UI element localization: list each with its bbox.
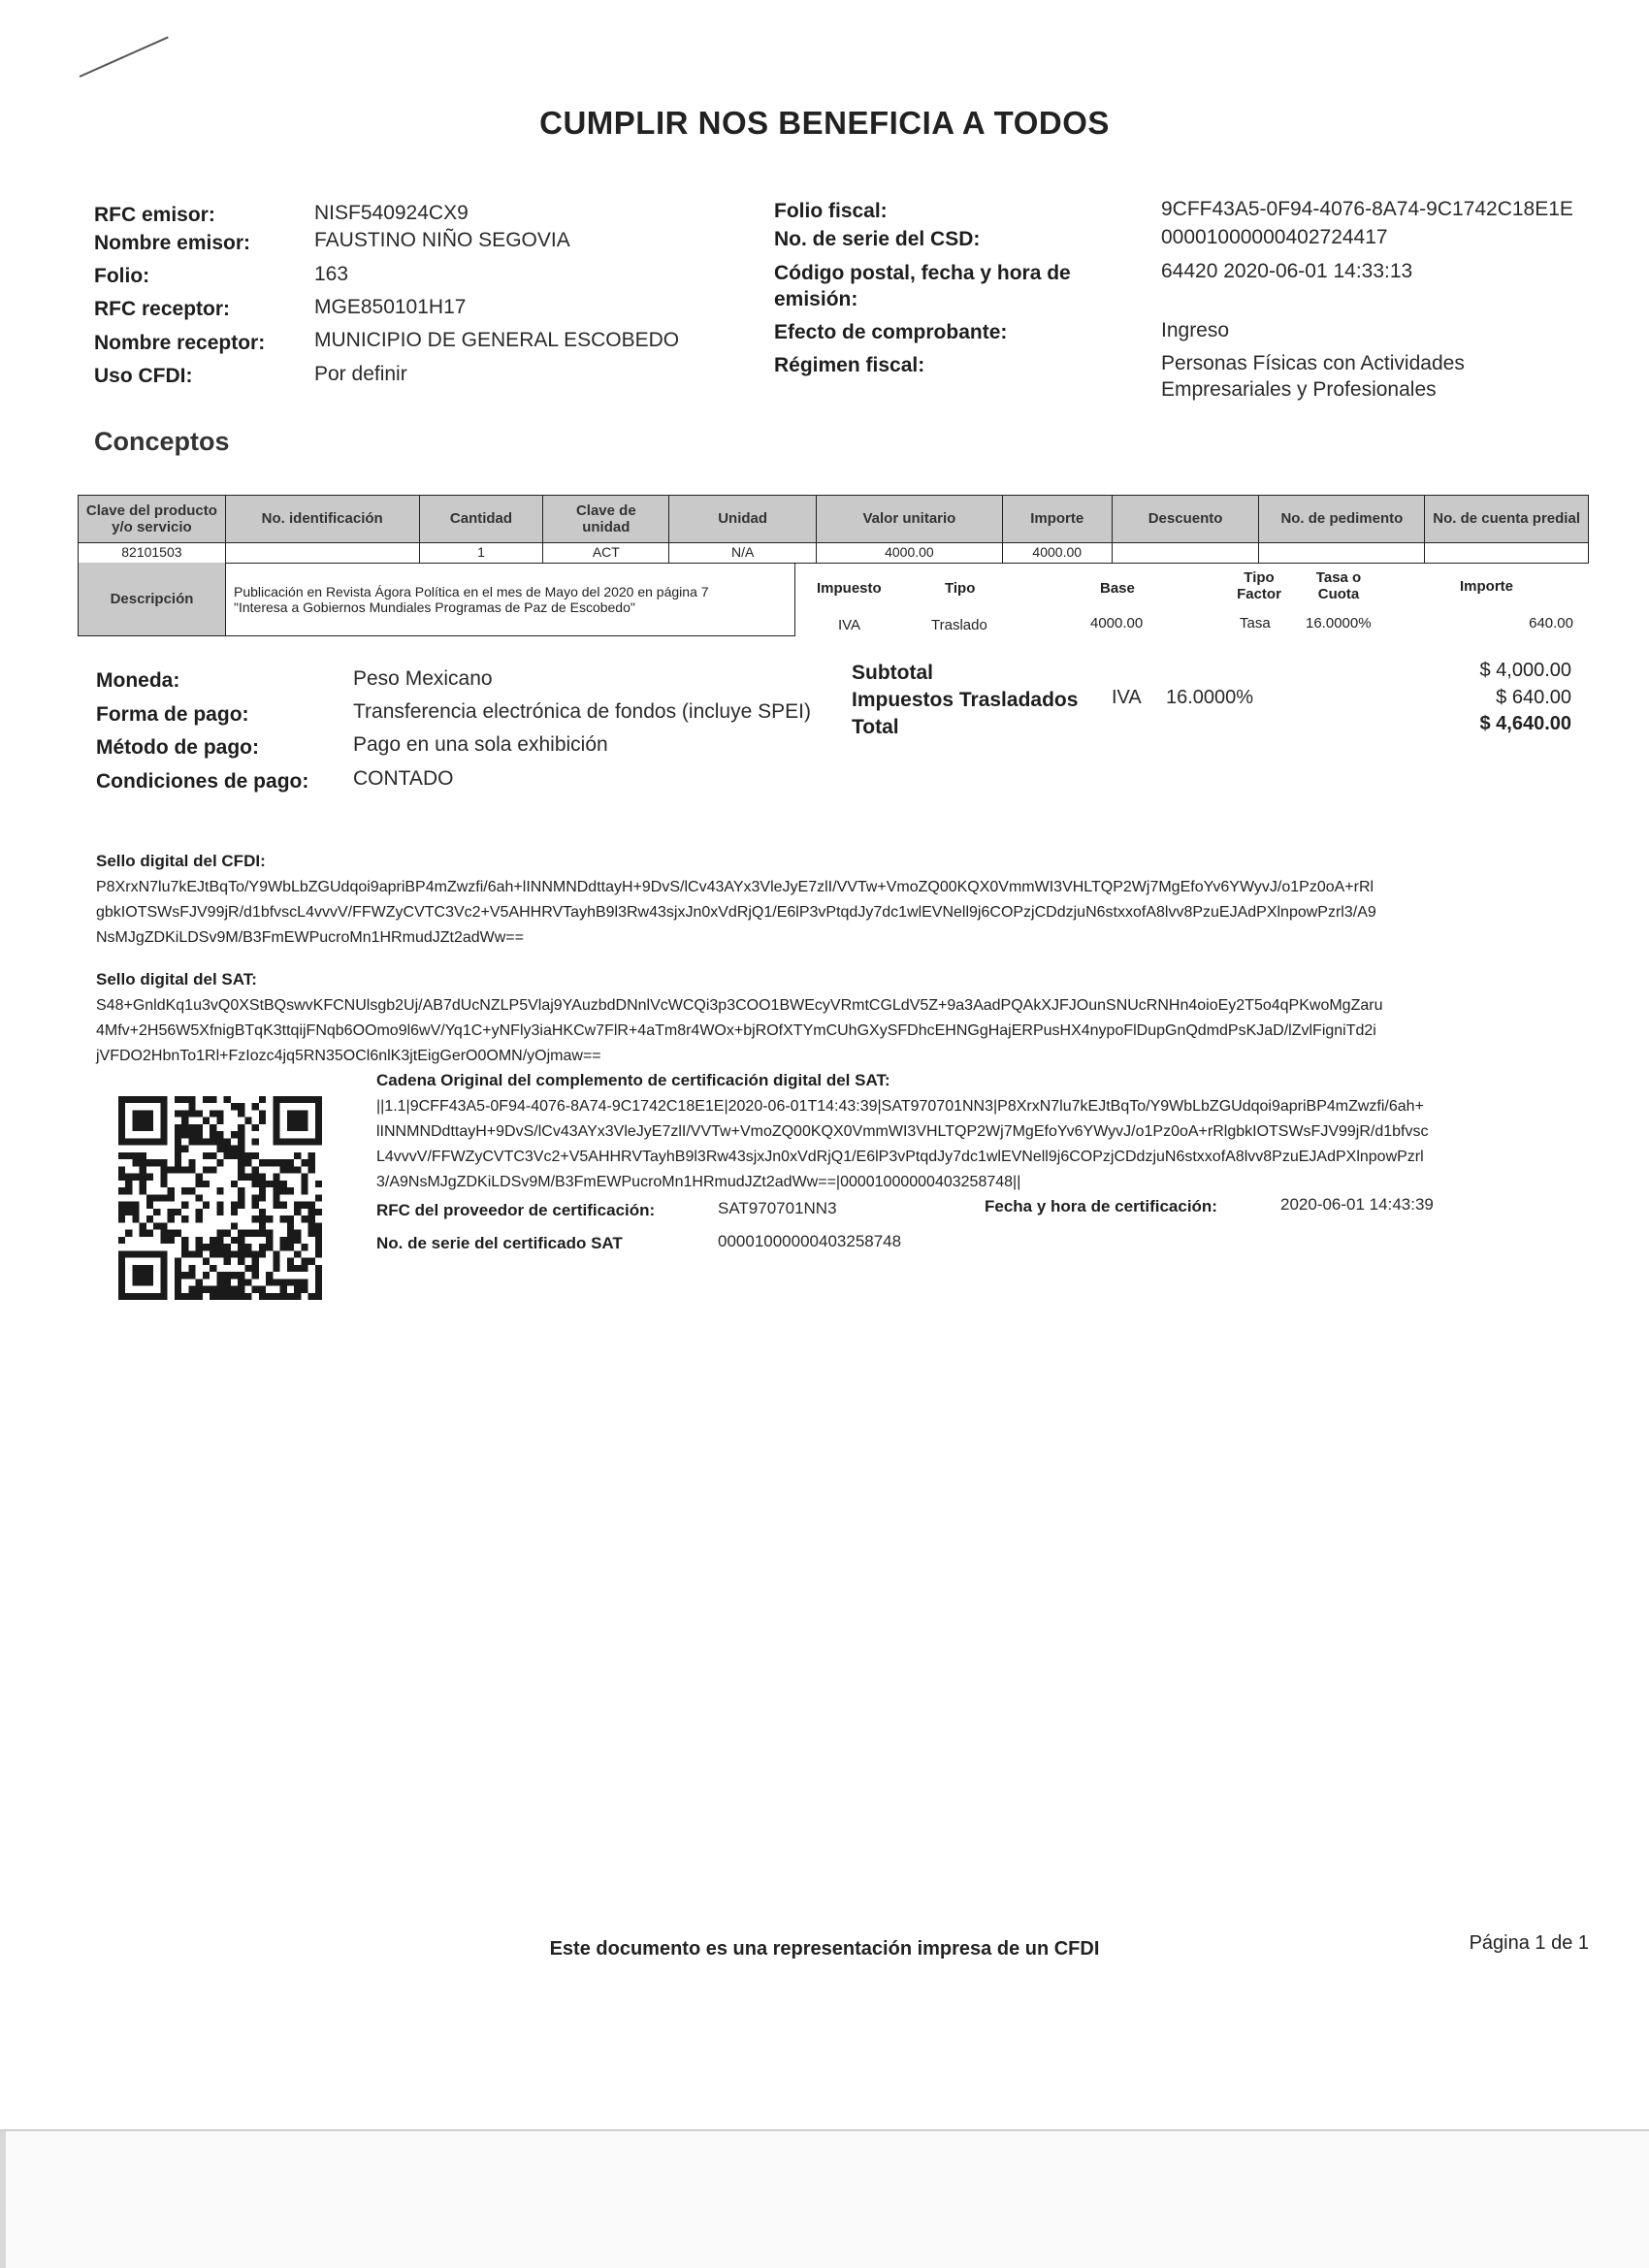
nombre-receptor-label: Nombre receptor: [94,332,266,354]
rfc-emisor-label: RFC emisor: [94,204,215,226]
cell-unidad: N/A [669,541,817,563]
tax-tipo-factor: Tasa [1240,615,1271,632]
header-descuento: Descuento [1113,496,1260,542]
sello-cfdi-line2: gbkIOTSWsFJV99jR/d1bfvscL4vvvV/FFWZyCVTC3Vc2+V5AHHRVTayhB9l3Rw43sjxJn0xVdRjQ1/E6lP3vPtqdJy7dc1wlEVNell9j6COPzjCDdzjuN6stxxofA8lvv8PzuEJAdPXlnpowPzrl3/A9 [96,904,1376,921]
tax-header-tipo: Tipo [945,580,976,597]
rfc-proveedor-label: RFC del proveedor de certificación: [376,1201,656,1219]
pen-mark [80,36,169,78]
cell-cuenta-predial [1425,541,1588,563]
forma-pago-value: Transferencia electrónica de fondos (incluye SPEI) [353,700,811,723]
serie-certificado-value: 00001000000403258748 [718,1232,902,1250]
cell-descuento [1113,541,1260,563]
sello-cfdi-label: Sello digital del CFDI: [96,852,266,870]
tax-impuesto: IVA [838,617,861,633]
serie-csd-value: 00001000000402724417 [1161,226,1388,248]
cell-cantidad: 1 [420,541,544,563]
document-title: CUMPLIR NOS BENEFICIA A TODOS [539,105,1110,141]
cadena-line3: L4vvvV/FFWZyCVTC3Vc2+V5AHHRVTayhB9l3Rw43sjxJn0xVdRjQ1/E6lP3vPtqdJy7dc1wlEVNell9j6COPzjCDdzjuN6stxxofA8lvv8PzuEJAdPXlnpowPzrl [376,1149,1424,1165]
forma-pago-label: Forma de pago: [96,703,249,726]
nombre-emisor-value: FAUSTINO NIÑO SEGOVIA [314,229,570,251]
sello-cfdi-line3: NsMJgZDKiLDSv9M/B3FmEWPucroMn1HRmudJZt2adWw== [96,929,524,946]
folio-fiscal-label: Folio fiscal: [774,200,888,222]
header-clave-unidad-line2: unidad [582,519,630,535]
metodo-pago-label: Método de pago: [96,736,259,759]
cell-no-identificacion [226,541,420,563]
condiciones-pago-value: CONTADO [353,767,454,790]
subtotal-label: Subtotal [852,662,933,684]
efecto-label: Efecto de comprobante: [774,321,1008,343]
page-number: Página 1 de 1 [1469,1932,1589,1954]
cp-fecha-label-2: emisión: [774,288,858,310]
cell-clave-unidad: ACT [543,541,669,563]
impuestos-trasladados-label: Impuestos Trasladados [852,689,1079,711]
cell-clave-producto: 82101503 [79,541,226,563]
tax-header-tipo-factor-line2: Factor [1237,586,1281,602]
rfc-receptor-label: RFC receptor: [94,298,231,320]
efecto-value: Ingreso [1161,319,1230,341]
nombre-receptor-value: MUNICIPIO DE GENERAL ESCOBEDO [314,329,680,351]
nombre-emisor-label: Nombre emisor: [94,232,251,254]
qr-code [118,1096,322,1300]
sello-sat-label: Sello digital del SAT: [96,970,257,988]
regimen-label: Régimen fiscal: [774,354,925,376]
descripcion-line1: Publicación en Revista Ágora Política en el mes de Mayo del 2020 en página 7 [234,584,709,599]
folio-fiscal-value: 9CFF43A5-0F94-4076-8A74-9C1742C18E1E [1161,198,1573,220]
tax-header-tasa-line1: Tasa o [1315,569,1362,586]
subtotal-value: $ 4,000.00 [1479,660,1571,681]
concepts-header-row [78,495,1589,543]
tax-tasa: 16.0000% [1306,615,1372,632]
tax-header-importe: Importe [1460,578,1514,595]
serie-certificado-label: No. de serie del certificado SAT [376,1234,623,1252]
header-clave-unidad [543,496,669,542]
rfc-receptor-value: MGE850101H17 [314,296,467,318]
metodo-pago-value: Pago en una sola exhibición [353,733,608,756]
cadena-line2: lINNMNDdttayH+9DvS/lCv43AYx3VleJyE7zlI/VVTw+VmoZQ00KQX0VmmWI3VHLTQP2Wj7MgEfoYv6YWyvJ/o1Pz0oA+rRlgbkIOTSWsFJV99jR/d1bfvsc [376,1123,1429,1140]
header-clave-producto [79,496,226,542]
total-value: $ 4,640.00 [1479,713,1571,734]
concepts-title: Conceptos [94,427,230,456]
descripcion-label: Descripción [79,563,226,635]
tax-header-tasa [1308,569,1370,602]
cell-valor-unitario: 4000.00 [817,541,1003,563]
concepts-data-row [78,541,1589,564]
folio-label: Folio: [94,265,150,287]
moneda-value: Peso Mexicano [353,667,493,690]
footer-note: Este documento es una representación impresa de un CFDI [549,1938,1100,1960]
uso-cfdi-label: Uso CFDI: [94,365,193,387]
sello-cfdi-text [96,875,1590,951]
descripcion-line2: "Interesa a Gobiernos Mundiales Programas de Paz de Escobedo" [234,599,635,615]
description-block [78,563,795,636]
uso-cfdi-value: Por definir [314,363,407,385]
impuestos-value: $ 640.00 [1496,687,1571,708]
tax-header-impuesto: Impuesto [817,580,882,597]
sello-sat-text [96,993,1590,1069]
sello-sat-line1: S48+GnldKq1u3vQ0XStBQswvKFCNUlsgb2Uj/AB7dUcNZLP5Vlaj9YAuzbdDNnlVcWCQi3p3COO1BWEcyVRmtCGLdV5Z+9a3AadPQAkXJFJOunSNUcRNHn4oioEy2T5o4qPKwoMgZaru [96,997,1383,1014]
tax-header-tipo-factor-line1: Tipo [1244,569,1275,586]
descripcion-text [226,563,794,635]
header-unidad: Unidad [669,496,817,542]
header-clave-producto-line1: Clave del producto [85,502,217,519]
header-importe: Importe [1003,496,1113,542]
cadena-text [376,1094,1594,1195]
cell-importe: 4000.00 [1003,541,1113,563]
cadena-line1: ||1.1|9CFF43A5-0F94-4076-8A74-9C1742C18E1E|2020-06-01T14:43:39|SAT970701NN3|P8XrxN7lu7kEJtBqTo/Y9WbLbZGUdqoi9apriBP4mZwzfi/6ah+ [376,1098,1424,1115]
header-clave-unidad-line1: Clave de [575,502,636,519]
tax-header-base: Base [1100,580,1135,597]
header-clave-producto-line2: y/o servicio [112,519,192,535]
regimen-value-1: Personas Físicas con Actividades [1161,352,1465,374]
condiciones-pago-label: Condiciones de pago: [96,770,309,793]
impuestos-tax: IVA [1112,687,1142,708]
sello-sat-line2: 4Mfv+2H56W5XfnigBTqK3ttqijFNqb6OOmo9l6wV/Yq1C+yNFly3iaHKCw7FlR+4aTm8r4WOx+bjROfXTYmCUhGXySFDhcEHNGgHajERPusHX4nypoFlDupGnQdmdPsKJaD/lZvlFigniTd2i [96,1022,1376,1039]
fecha-certificacion-label: Fecha y hora de certificación: [985,1197,1217,1215]
cadena-label: Cadena Original del complemento de certificación digital del SAT: [376,1071,890,1089]
regimen-value-2: Empresariales y Profesionales [1161,378,1437,401]
tax-header-tipo-factor [1232,569,1286,602]
total-label: Total [852,716,899,738]
cadena-line4: 3/A9NsMJgZDKiLDSv9M/B3FmEWPucroMn1HRmudJZt2adWw==|00001000000403258748|| [376,1174,1021,1190]
header-no-identificacion: No. identificación [226,496,420,542]
scan-left-edge [0,2131,6,2268]
serie-csd-label: No. de serie del CSD: [774,228,981,250]
header-cuenta-predial: No. de cuenta predial [1425,496,1588,542]
rfc-proveedor-value: SAT970701NN3 [718,1199,837,1217]
tax-tipo: Traslado [931,617,987,633]
tax-base: 4000.00 [1090,615,1144,632]
cp-fecha-value: 64420 2020-06-01 14:33:13 [1161,260,1413,282]
scan-bottom-strip [0,2131,1649,2268]
tax-header-tasa-line2: Cuota [1317,586,1360,602]
rfc-emisor-value: NISF540924CX9 [314,202,469,224]
moneda-label: Moneda: [96,669,180,692]
sello-sat-line3: jVFDO2HbnTo1Rl+FzIozc4jq5RN35OCl6nlK3jtEigGerO0OMN/yOjmaw== [96,1048,601,1064]
header-valor-unitario: Valor unitario [817,496,1003,542]
header-cantidad: Cantidad [420,496,544,542]
header-pedimento: No. de pedimento [1259,496,1425,542]
folio-value: 163 [314,263,349,285]
fecha-certificacion-value: 2020-06-01 14:43:39 [1280,1195,1434,1214]
sello-cfdi-line1: P8XrxN7lu7kEJtBqTo/Y9WbLbZGUdqoi9apriBP4mZwzfi/6ah+lINNMNDdttayH+9DvS/lCv43AYx3VleJyE7zlI/VVTw+VmoZQ00KQX0VmmWI3VHLTQP2Wj7MgEfoYv6YWyvJ/o1Pz0oA+rRl [96,879,1374,895]
impuestos-rate: 16.0000% [1166,687,1254,708]
cell-pedimento [1259,541,1425,563]
cp-fecha-label-1: Código postal, fecha y hora de [774,262,1071,284]
tax-importe: 640.00 [1529,615,1573,632]
